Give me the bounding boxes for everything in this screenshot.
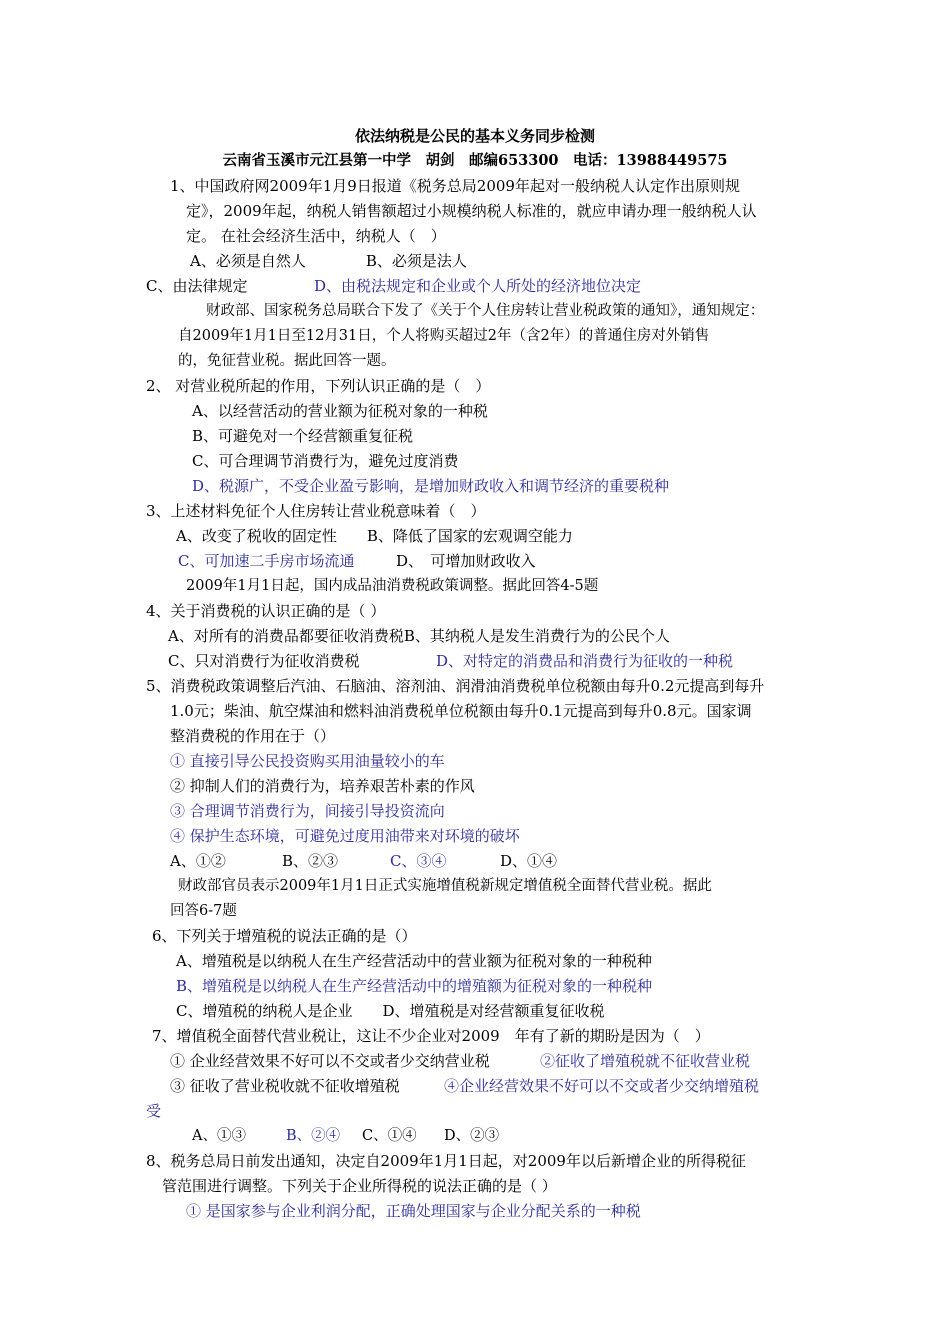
q2-option-a: A、以经营活动的营业额为征税对象的一种税	[192, 402, 488, 420]
q7-stem: 7、增值税全面替代营业税让，这让不少企业对2009 年有了新的期盼是因为（ ）	[152, 1027, 710, 1045]
q7-item-4: ④企业经营效果不好可以不交或者少交纳增殖税	[444, 1077, 760, 1095]
q1-stem-3: 定。 在社会经济生活中，纳税人（ ）	[186, 227, 446, 245]
q5-option-a: A、①②	[170, 852, 226, 870]
q7-item-4-wrap: 受	[146, 1102, 162, 1120]
q5-option-d: D、①④	[500, 852, 558, 870]
q4-option-c: C、只对消费行为征收消费税	[168, 652, 360, 670]
q2-option-b: B、可避免对一个经营额重复征税	[192, 427, 414, 445]
q7-item-2: ②征收了增殖税就不征收营业税	[540, 1052, 751, 1070]
q7-item-3: ③ 征收了营业税收就不征收增殖税	[170, 1077, 400, 1095]
q6-stem: 6、下列关于增殖税的说法正确的是（）	[152, 927, 417, 945]
q3-options-ab: A、改变了税收的固定性 B、降低了国家的宏观调空能力	[176, 527, 573, 545]
q1-option-c: C、由法律规定	[146, 277, 248, 295]
q5-stem-3: 整消费税的作用在于（）	[170, 727, 336, 745]
q6-option-a: A、增殖税是以纳税人在生产经营活动中的营业额为征税对象的一种税种	[176, 952, 652, 970]
q7-option-b-answer: B、②④	[286, 1128, 341, 1144]
q5-item-4: ④ 保护生态环境，可避免过度用油带来对环境的破坏	[170, 827, 520, 845]
q3-stem: 3、上述材料免征个人住房转让营业税意味着（ ）	[146, 502, 486, 520]
q5-item-3: ③ 合理调节消费行为，间接引导投资流向	[170, 802, 445, 820]
material-1-line-1: 财政部、国家税务总局联合下发了《关于个人住房转让营业税政策的通知》，通知规定：	[206, 303, 765, 319]
q1-stem-1: 1、中国政府网2009年1月9日报道《税务总局2009年起对一般纳税人认定作出原则规	[170, 177, 740, 195]
q5-stem-1: 5、消费税政策调整后汽油、石脑油、溶剂油、润滑油消费税单位税额由每升0.2元提高到每升	[146, 677, 765, 695]
q1-options-ab: A、必须是自然人 B、必须是法人	[190, 252, 467, 270]
q1-option-d-answer: D、由税法规定和企业或个人所处的经济地位决定	[314, 277, 642, 295]
material-1-line-3: 的，免征营业税。据此回答一题。	[178, 353, 396, 369]
q7-option-c: C、①④	[362, 1128, 417, 1144]
doc-title: 依法纳税是公民的基本义务同步检测	[354, 127, 595, 145]
q2-stem: 2、 对营业税所起的作用，下列认识正确的是（ ）	[146, 377, 491, 395]
q3-option-d: D、 可增加财政收入	[396, 552, 536, 570]
q5-item-1: ① 直接引导公民投资购买用油量较小的车	[170, 752, 445, 770]
material-3-line-2: 回答6-7题	[170, 903, 237, 919]
material-1-line-2: 自2009年1月1日至12月31日，个人将购买超过2年（含2年）的普通住房对外销售	[178, 328, 710, 344]
q3-option-c-answer: C、可加速二手房市场流通	[178, 552, 355, 570]
author-line: 云南省玉溪市元江县第一中学 胡剑 邮编653300 电话：13988449575	[222, 152, 728, 169]
q8-item-1: ① 是国家参与企业利润分配，正确处理国家与企业分配关系的一种税	[186, 1202, 641, 1220]
q7-item-1: ① 企业经营效果不好可以不交或者少交纳营业税	[170, 1052, 490, 1070]
q5-stem-2: 1.0元；柴油、航空煤油和燃料油消费税单位税额由每升0.1元提高到每升0.8元。国家调	[170, 702, 752, 720]
q4-options-ab: A、对所有的消费品都要征收消费税B、其纳税人是发生消费行为的公民个人	[168, 627, 670, 645]
q6-options-cd: C、增殖税的纳税人是企业 D、增殖税是对经营额重复征收税	[176, 1002, 605, 1020]
q2-option-d-answer: D、税源广，不受企业盈亏影响，是增加财政收入和调节经济的重要税种	[192, 477, 670, 495]
material-2: 2009年1月1日起，国内成品油消费税政策调整。据此回答4-5题	[186, 578, 599, 594]
q5-item-2: ② 抑制人们的消费行为，培养艰苦朴素的作风	[170, 777, 475, 795]
q7-option-a: A、①③	[192, 1128, 246, 1144]
q1-stem-2: 定》，2009年起，纳税人销售额超过小规模纳税人标准的，就应申请办理一般纳税人认	[186, 202, 757, 220]
q8-stem-2: 管范围进行调整。下列关于企业所得税的说法正确的是（ ）	[162, 1177, 557, 1195]
q4-stem: 4、关于消费税的认识正确的是（ ）	[146, 602, 386, 620]
material-3-line-1: 财政部官员表示2009年1月1日正式实施增值税新规定增值税全面替代营业税。据此	[178, 878, 712, 894]
q7-option-d: D、②③	[444, 1128, 500, 1144]
q5-option-b: B、②③	[282, 852, 339, 870]
q6-option-b-answer: B、增殖税是以纳税人在生产经营活动中的增殖额为征税对象的一种税种	[176, 977, 653, 995]
q8-stem-1: 8、税务总局日前发出通知，决定自2009年1月1日起，对2009年以后新增企业的所得税征	[146, 1152, 746, 1170]
q4-option-d-answer: D、对特定的消费品和消费行为征收的一种税	[436, 652, 734, 670]
q5-option-c-answer: C、③④	[390, 852, 447, 870]
q2-option-c: C、可合理调节消费行为，避免过度消费	[192, 452, 459, 470]
